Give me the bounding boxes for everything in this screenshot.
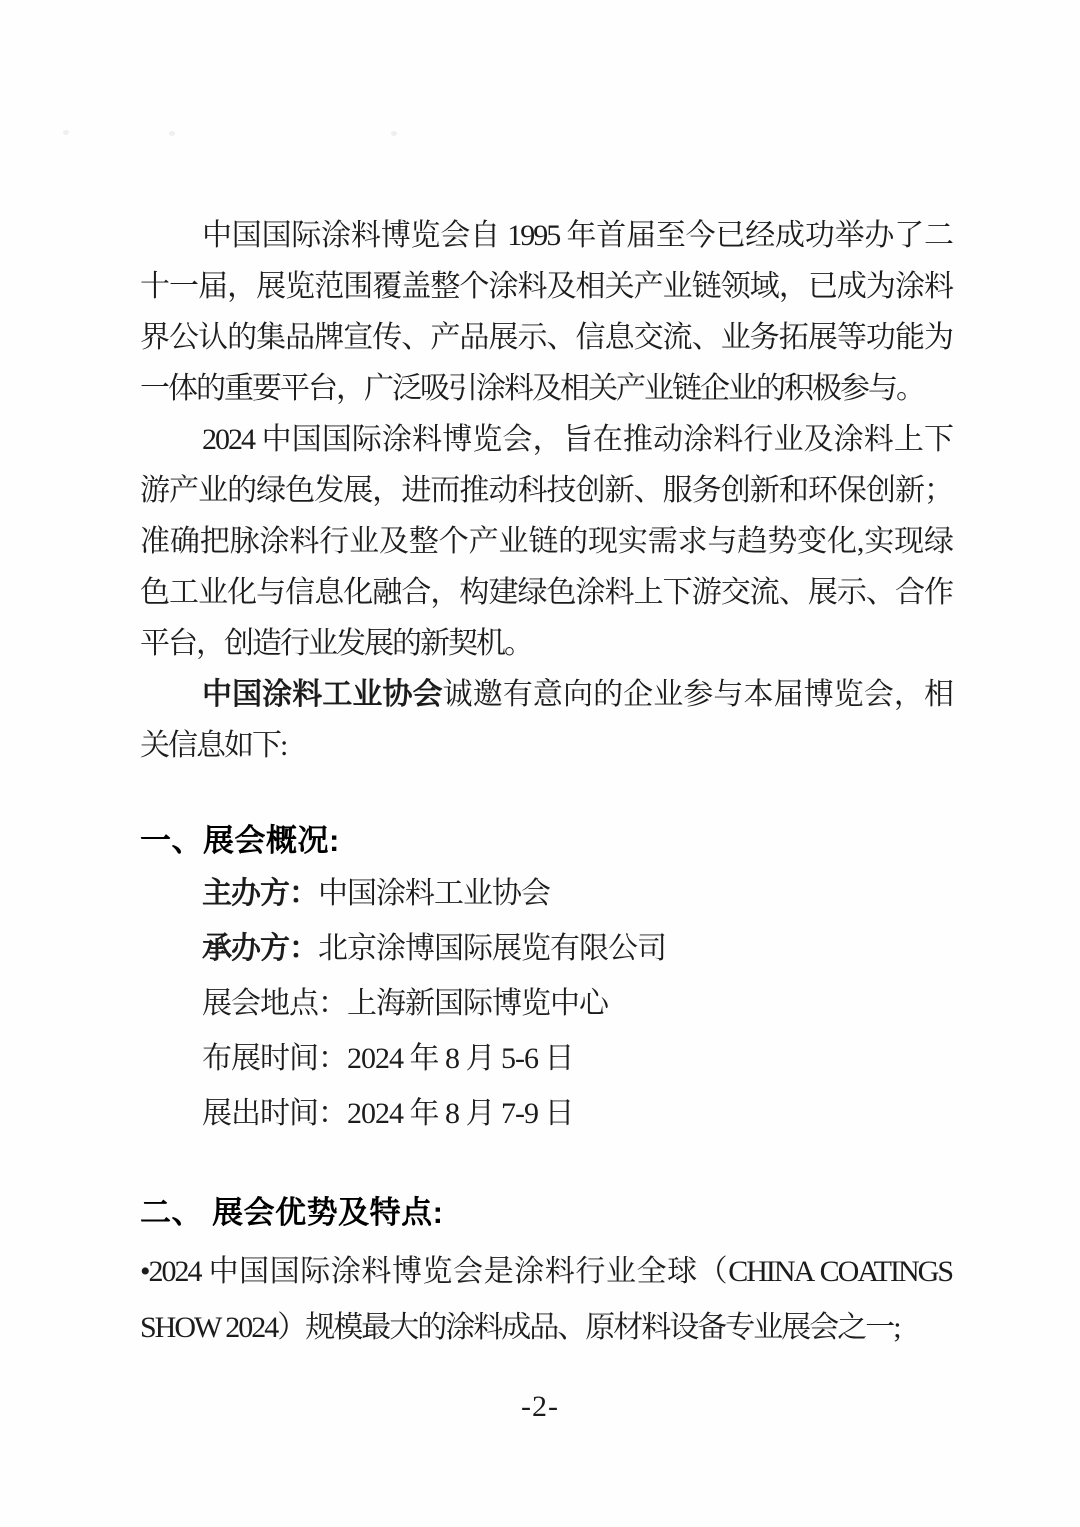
info-row-setup-time: [140, 1031, 952, 1086]
expo-overview-list: [140, 866, 952, 1141]
text-line: [140, 669, 952, 720]
text-line: •2024 中国国际涂料博览会是涂料行业全球（CHINA COATINGS: [140, 1255, 952, 1288]
paragraph-expo-advantage-bullet: [140, 1244, 952, 1356]
info-row-exhibition-time: [140, 1086, 952, 1141]
info-value: 北京涂博国际展览有限公司: [318, 932, 666, 965]
info-value: 2024 年 8 月 5-6 日: [347, 1042, 574, 1075]
document-body: [140, 210, 952, 1356]
info-label: 承办方：: [202, 932, 318, 965]
scan-noise-speck: [391, 131, 397, 136]
text-line: 色工业化与信息化融合，构建绿色涂料上下游交流、展示、合作: [140, 576, 952, 609]
text-line: 平台，创造行业发展的新契机。: [140, 627, 532, 660]
page-number: -2-: [521, 1390, 559, 1423]
info-value: 2024 年 8 月 7-9 日: [347, 1097, 574, 1130]
info-row-co-organizer: [140, 921, 952, 976]
section2-heading: 二、 展会优势及特点:: [140, 1195, 444, 1230]
text-line: 准确把脉涂料行业及整个产业链的现实需求与趋势变化,实现绿: [140, 525, 952, 558]
info-label: 布展时间：: [202, 1042, 347, 1075]
section1-heading: 一、展会概况:: [140, 823, 340, 858]
association-name-bold: 中国涂料工业协会: [202, 678, 443, 711]
scan-noise-speck: [63, 130, 69, 135]
info-row-venue: [140, 976, 952, 1031]
text-line: 游产业的绿色发展，进而推动科技创新、服务创新和环保创新；: [140, 474, 952, 507]
info-label: 展会地点：: [202, 987, 347, 1020]
text-line: 界公认的集品牌宣传、产品展示、信息交流、业务拓展等功能为: [140, 321, 952, 354]
info-label: 展出时间：: [202, 1097, 347, 1130]
paragraph-2024-expo-goals: [140, 414, 952, 669]
paragraph-invitation: [140, 669, 952, 771]
text-line: 关信息如下:: [140, 729, 287, 762]
text-line: SHOW 2024）规模最大的涂料成品、原材料设备专业展会之一;: [140, 1311, 900, 1344]
invitation-text: 诚邀有意向的企业参与本届博览会，相: [442, 678, 953, 711]
info-label: 主办方：: [202, 877, 318, 910]
scan-noise-speck: [169, 131, 175, 136]
info-value: 中国涂料工业协会: [318, 877, 550, 910]
text-line: 2024 中国国际涂料博览会，旨在推动涂料行业及涂料上下: [202, 423, 952, 456]
info-value: 上海新国际博览中心: [347, 987, 608, 1020]
info-row-organizer: [140, 866, 952, 921]
paragraph-expo-history: [140, 210, 952, 414]
text-line: 一体的重要平台，广泛吸引涂料及相关产业链企业的积极参与。: [140, 372, 924, 405]
text-line: 中国国际涂料博览会自 1995 年首届至今已经成功举办了二: [202, 219, 952, 252]
text-line: 十一届，展览范围覆盖整个涂料及相关产业链领域，已成为涂料: [140, 270, 952, 303]
